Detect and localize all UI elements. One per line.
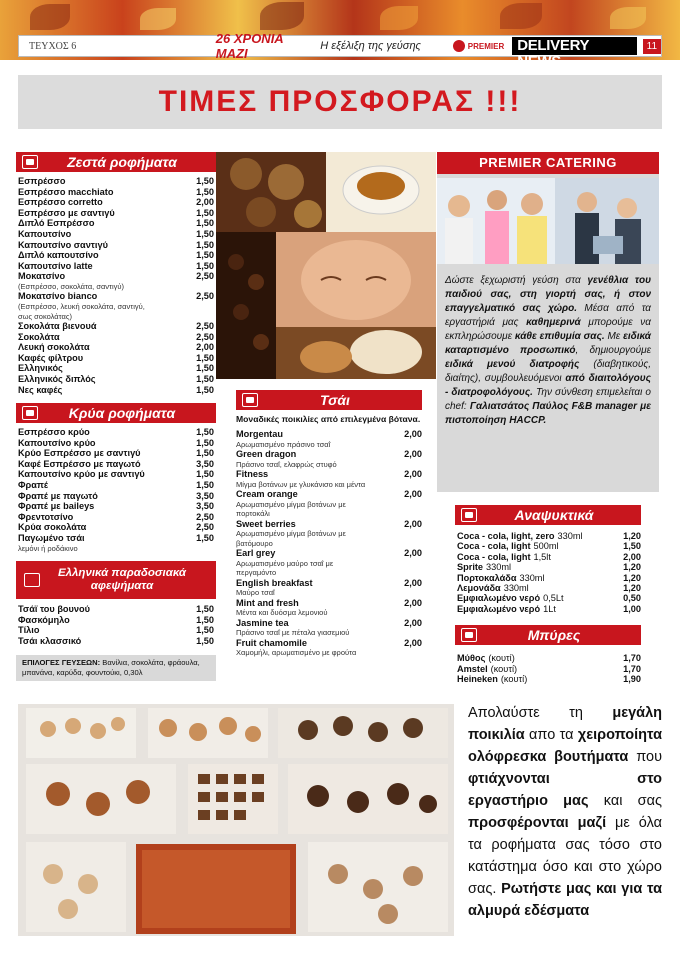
menu-item-price: 1,50 (196, 635, 214, 646)
tea-header: Τσάι (236, 390, 422, 410)
delivery-scooter-icon (461, 628, 477, 642)
menu-item-price: 1,50 (196, 218, 214, 229)
menu-item-name: Φρεντοτσίνο (18, 511, 74, 522)
menu-item-row (236, 598, 422, 609)
menu-item-name: Εσπρέσσο με σαντιγύ (18, 207, 115, 218)
menu-item-name: Φραπέ (18, 479, 49, 490)
menu-item-price: 2,00 (404, 489, 422, 499)
menu-item-price: 2,50 (196, 522, 214, 533)
text-fragment: Μέσα από τα εργαστήριά μας (445, 303, 651, 328)
menu-item-row (236, 449, 422, 460)
offer-prices-title-bar (18, 75, 662, 129)
menu-item-size: 330ml (503, 583, 529, 594)
menu-item-name: Καπουτσίνο (18, 228, 72, 239)
text-fragment: ειδικά μενού διατροφής (445, 359, 580, 370)
menu-item-row (18, 480, 214, 491)
text-fragment: καθημερινά (526, 317, 581, 328)
menu-item-name: Morgentau (236, 429, 283, 439)
menu-item-name: Παγωμένο τσάι (18, 532, 85, 543)
menu-item-description: Μίγμα βοτάνων με γλυκάνισο και μέντα (236, 479, 366, 489)
menu-item-price: 1,50 (196, 352, 214, 363)
text-fragment: με όλα τα ροφήματα σας τόσο στο κατάστημα όσο και στο χώρο σας. (468, 815, 663, 897)
beers-section (455, 625, 641, 685)
menu-item-description: Αρωματισμένο μίγμα βοτάνων με πορτοκάλι (236, 499, 346, 518)
menu-item-row (18, 363, 214, 374)
menu-item-row (18, 491, 214, 502)
delivery-scooter-icon (22, 406, 38, 420)
text-fragment: από διαιτολόγους - διατροφολόγους. (445, 373, 651, 398)
menu-item-description: Αρωματισμένο πράσινο τσαΐ (236, 439, 331, 449)
premier-catering-header: PREMIER CATERING (437, 152, 659, 174)
text-fragment: μπορούμε να εκπληρώσουμε (445, 317, 651, 342)
menu-item-size: 0,5Lt (543, 593, 564, 604)
menu-item-name: Καπουτσίνο σαντιγύ (18, 239, 108, 250)
menu-item-price: 1,50 (196, 427, 214, 437)
menu-item-description: Μέντα και δυόσμα λεμονιού (236, 608, 328, 617)
menu-item-description: λεμόνι ή ροδάκινο (18, 543, 78, 553)
menu-item-price: 2,50 (196, 291, 214, 302)
cold-drinks-list (16, 423, 216, 553)
menu-item-row (236, 618, 422, 629)
menu-item-price: 1,70 (623, 663, 641, 674)
menu-item-name: Φραπέ με παγωτό (18, 490, 98, 501)
menu-item-name: Ελληνικός (18, 363, 63, 374)
menu-item-price: 2,00 (623, 551, 641, 562)
text-fragment: ειδικά καταρτισμένο προσωπικό (445, 331, 651, 356)
menu-item-name: Jasmine tea (236, 617, 289, 628)
catering-description (437, 268, 659, 434)
delivery-scooter-icon (461, 508, 477, 522)
menu-item-name: Heineken (457, 674, 498, 685)
menu-item-row (18, 250, 214, 261)
menu-item-row (18, 385, 214, 396)
text-fragment: Με (604, 331, 624, 342)
text-fragment: (διαβητικούς, διαίτης), συμβουλευόμενοι (445, 359, 651, 384)
menu-item-price: 1,50 (196, 374, 214, 384)
menu-item-price: 2,00 (404, 577, 422, 588)
menu-item-size: (κουτί) (488, 653, 515, 663)
menu-item-price: 1,50 (196, 437, 214, 448)
menu-item-row (236, 469, 422, 480)
text-fragment: κάθε επιθυμία σας. (514, 331, 605, 342)
menu-item-name: Coca - cola, light (457, 551, 531, 562)
flavor-options: ΕΠΙΛΟΓΕΣ ΓΕΥΣΕΩΝ: Βανίλια, σοκολάτα, φράουλα, μπανάνα, καρύδα, φουντούκι, 0,30λ (16, 655, 216, 681)
menu-item-row (457, 653, 641, 664)
traditional-infusions-section (16, 604, 216, 646)
menu-item-row (18, 218, 214, 229)
menu-item-name: Κρύα σοκολάτα (18, 522, 87, 533)
delivery-news-logo: DELIVERY NEWS (512, 37, 636, 55)
menu-item-name: Τσάι κλασσικό (18, 635, 82, 646)
menu-item-name: Coca - cola, light, zero (457, 531, 555, 541)
cold-drinks-section (16, 403, 216, 553)
menu-item-name: Amstel (457, 663, 488, 674)
menu-item-name: Ελληνικός διπλός (18, 374, 96, 384)
menu-item-price: 2,00 (404, 548, 422, 558)
menu-item-row (457, 664, 641, 675)
menu-item-row (18, 321, 214, 332)
menu-item-price: 1,50 (196, 384, 214, 395)
beers-list (455, 645, 641, 685)
menu-item-name: Νες καφές (18, 384, 63, 395)
menu-item-row (18, 625, 214, 636)
text-fragment: , δημιουργούμε (575, 345, 651, 356)
tea-subtitle: Μοναδικές ποικιλίες από επιλεγμένα βότανα. (236, 414, 421, 424)
menu-item-price: 1,20 (623, 562, 641, 573)
menu-item-row (18, 187, 214, 198)
menu-item-price: 1,50 (196, 614, 214, 625)
menu-item-name: Φραπέ με baileys (18, 501, 95, 512)
menu-item-row (18, 240, 214, 251)
menu-item-name: Καπουτσίνο κρύο (18, 437, 96, 448)
menu-item-row (18, 636, 214, 647)
menu-item-price: 1,50 (196, 176, 214, 186)
soft-drinks-header: Αναψυκτικά (455, 505, 641, 525)
text-fragment: που (628, 749, 662, 765)
text-fragment: απο τα (524, 727, 578, 743)
text-fragment: Απολαύστε τη (468, 705, 613, 721)
menu-item-name: Εσπρέσσο (18, 176, 66, 186)
menu-item-row (457, 541, 641, 551)
menu-item-price: 1,50 (196, 363, 214, 374)
menu-item-description: Χαμομήλι, αρωματισμένο με φρούτα (236, 648, 357, 657)
menu-item-name: Εσπρέσσο κρύο (18, 427, 90, 437)
menu-item-price: 0,50 (623, 593, 641, 604)
tagline: Η εξέλιξη της γεύσης (320, 40, 421, 52)
traditional-list (16, 604, 216, 646)
tea-list (236, 429, 422, 658)
coffee-collage-image (216, 152, 436, 379)
menu-item-description: (Εσπρέσσο, σοκολάτα, σαντιγύ) (18, 281, 125, 291)
menu-item-price: 2,00 (404, 449, 422, 459)
menu-item-row (18, 374, 214, 385)
menu-item-price: 2,00 (196, 197, 214, 208)
menu-item-name: Εσπρέσσο macchiato (18, 186, 114, 197)
menu-item-row (18, 291, 214, 302)
menu-item-size: (κουτί) (490, 663, 518, 674)
menu-item-price: 1,50 (196, 604, 214, 614)
text-fragment: χειροποίητα ολόφρεσκα βουτήματα (468, 727, 662, 765)
menu-item-price: 1,50 (196, 228, 214, 239)
menu-item-price: 2,50 (196, 511, 214, 522)
menu-item-name: Green dragon (236, 449, 297, 459)
delivery-scooter-icon (242, 393, 258, 407)
menu-item-row (18, 197, 214, 208)
menu-item-name: Μοκατσίνο bianco (18, 291, 98, 302)
menu-item-row (18, 271, 214, 282)
menu-item-name: Σοκολάτα (18, 331, 60, 342)
catering-people-image (437, 178, 659, 264)
menu-item-price: 2,00 (404, 617, 422, 628)
menu-item-row (18, 427, 214, 438)
menu-item-row (457, 593, 641, 603)
menu-item-price: 1,50 (196, 250, 214, 261)
menu-item-price: 3,50 (196, 458, 214, 469)
menu-item-row (18, 448, 214, 459)
page-number: 11 (643, 39, 661, 54)
menu-item-price: 1,50 (196, 469, 214, 480)
menu-item-row (236, 578, 422, 589)
menu-item-price: 2,00 (404, 518, 422, 529)
menu-item-name: Mint and fresh (236, 597, 299, 608)
menu-item-price: 1,70 (623, 653, 641, 663)
menu-item-row (457, 562, 641, 572)
premier-logo-icon (453, 40, 465, 52)
text-fragment: Δώστε ξεχωριστή γεύση στα (445, 275, 588, 286)
menu-item-row (236, 519, 422, 530)
menu-item-price: 2,50 (196, 331, 214, 342)
traditional-infusions-header: Ελληνικά παραδοσιακά αφεψήματα (16, 561, 216, 599)
menu-item-row (18, 522, 214, 533)
menu-item-description: Μαύρο τσαΐ (236, 588, 275, 597)
menu-item-price: 3,50 (196, 490, 214, 501)
menu-item-name: Σοκολάτα βιενουά (18, 321, 97, 332)
menu-item-description: Αρωματισμένο μαύρο τσαΐ με περγαμόντο (236, 558, 334, 577)
menu-item-name: Earl grey (236, 548, 276, 558)
text-fragment: Γαλιατσάτος Παύλος F&B manager με πιστοποίηση HACCP. (445, 401, 651, 426)
menu-item-size: 500ml (533, 541, 559, 552)
menu-item-row (18, 261, 214, 272)
menu-item-name: Μύθος (457, 653, 486, 663)
anniversary-label: 26 ΧΡΟΝΙΑ ΜΑΖΙ (215, 31, 284, 61)
cookies-platter-image (18, 704, 454, 936)
menu-item-name: Εσπρέσσο corretto (18, 197, 103, 208)
menu-item-row (18, 615, 214, 626)
menu-item-size: 1,5lt (533, 551, 551, 562)
menu-item-price: 1,50 (196, 532, 214, 543)
menu-item-name: Τίλιο (18, 625, 40, 636)
menu-item-price: 2,50 (196, 271, 214, 282)
menu-item-row (18, 438, 214, 449)
cold-drinks-header: Κρύα ροφήματα (16, 403, 216, 423)
text-fragment: και σας (588, 793, 662, 809)
menu-item-price: 2,00 (196, 342, 214, 353)
menu-item-row (18, 512, 214, 523)
hot-drinks-header: Ζεστά ροφήματα (16, 152, 216, 172)
menu-item-price: 1,50 (196, 260, 214, 271)
menu-item-row (18, 501, 214, 512)
menu-item-price: 1,50 (623, 541, 641, 552)
soft-drinks-list (455, 525, 641, 614)
menu-item-name: Λευκή σοκολάτα (18, 342, 90, 353)
menu-item-size: 330ml (486, 562, 512, 573)
menu-item-name: Coca - cola, light (457, 541, 531, 552)
menu-item-row (236, 548, 422, 559)
menu-item-price: 2,00 (404, 637, 422, 648)
menu-item-name: Διπλό Εσπρέσσο (18, 218, 95, 229)
menu-item-price: 1,50 (196, 239, 214, 250)
menu-item-price: 3,50 (196, 501, 214, 512)
menu-item-name: English breakfast (236, 577, 313, 588)
menu-item-name: Fitness (236, 469, 269, 479)
menu-item-price: 1,20 (623, 572, 641, 583)
menu-item-row (457, 583, 641, 593)
menu-item-name: Καφές φίλτρου (18, 352, 84, 363)
menu-item-name: Διπλό καπουτσίνο (18, 250, 99, 261)
menu-item-row (18, 342, 214, 353)
menu-item-name: Πορτοκαλάδα (457, 572, 517, 583)
menu-item-row (18, 353, 214, 364)
menu-item-row (18, 533, 214, 544)
menu-item-row (457, 674, 641, 685)
menu-item-row (18, 459, 214, 470)
menu-item-size: 330ml (557, 531, 583, 541)
issue-number: ΤΕΥΧΟΣ 6 (29, 40, 77, 52)
menu-item-row (236, 429, 422, 440)
menu-item-description: Αρωματισμένο μίγμα βοτάνων με βατόμουρο (236, 529, 346, 548)
menu-item-name: Εμφιαλωμένο νερό (457, 603, 541, 614)
menu-item-row (18, 176, 214, 187)
menu-item-name: Καπουτσίνο κρύο με σαντιγύ (18, 469, 145, 480)
menu-item-row (18, 469, 214, 480)
menu-item-price: 2,50 (196, 321, 214, 332)
menu-item-price: 1,00 (623, 603, 641, 614)
tea-section (236, 390, 422, 658)
menu-item-price: 1,50 (196, 186, 214, 197)
menu-item-description: (Εσπρέσσο, λευκή σοκολάτα, σαντιγύ, σως σοκολάτας) (18, 302, 145, 321)
menu-item-name: Καπουτσίνο latte (18, 260, 93, 271)
menu-item-name: Καφέ Εσπρέσσο με παγωτό (18, 458, 141, 469)
text-fragment: προσφέρονται μαζί (468, 815, 607, 831)
menu-item-row (457, 573, 641, 583)
menu-item-name: Εμφιαλωμένο νερό (457, 593, 541, 604)
premier-logo: PREMIER (453, 40, 512, 52)
text-fragment: φτιάχνονται στο εργαστήριο μας (468, 771, 662, 809)
menu-item-row (18, 208, 214, 219)
menu-item-name: Τσάϊ του βουνού (18, 604, 90, 614)
menu-item-price: 2,00 (404, 597, 422, 608)
menu-item-name: Cream orange (236, 489, 298, 499)
menu-item-price: 2,00 (404, 469, 422, 479)
menu-item-size: 330ml (519, 572, 545, 583)
menu-item-price: 1,50 (196, 448, 214, 459)
menu-item-name: Φασκόμηλο (18, 614, 70, 625)
menu-item-price: 1,20 (623, 531, 641, 541)
menu-item-size: 1Lt (543, 603, 556, 614)
menu-item-name: Μοκατσίνο (18, 271, 66, 282)
text-fragment: Την σύνθεση επιμελείται ο chef: (445, 387, 651, 412)
premier-catering-panel (437, 152, 659, 492)
menu-item-row (457, 531, 641, 541)
delivery-scooter-icon (24, 573, 40, 587)
page-title: ΤΙΜΕΣ ΠΡΟΣΦΟΡΑΣ !!! (158, 85, 522, 118)
menu-item-row (18, 332, 214, 343)
menu-item-row (457, 604, 641, 614)
text-fragment: μεγάλη ποικιλία (468, 705, 662, 743)
menu-item-row (18, 229, 214, 240)
menu-item-name: Κρύο Εσπρέσσο με σαντιγύ (18, 448, 141, 459)
hot-drinks-section (16, 152, 216, 395)
menu-item-size: (κουτί) (500, 674, 528, 685)
menu-item-price: 1,50 (196, 207, 214, 218)
hot-drinks-list (16, 172, 216, 395)
menu-item-price: 1,50 (196, 479, 214, 490)
soft-drinks-section (455, 505, 641, 614)
menu-item-price: 1,90 (623, 674, 641, 685)
text-fragment: γενέθλια του παιδιού σας, στη γιορτή σας, ή στον επαγγελματικό σας χώρο. (445, 275, 652, 314)
header-strip (18, 31, 662, 70)
beers-header: Μπύρες (455, 625, 641, 645)
menu-item-name: Sweet berries (236, 518, 296, 529)
menu-item-row (457, 552, 641, 562)
menu-item-description: Πράσινο τσαΐ με πέταλα γιασεμιού (236, 628, 350, 637)
delivery-scooter-icon (22, 155, 38, 169)
menu-item-row (236, 638, 422, 649)
text-fragment: Ρωτήστε μας και για τα αλμυρά εδέσματα (468, 881, 662, 919)
promo-text (468, 702, 662, 922)
menu-item-row (18, 604, 214, 615)
menu-item-price: 1,20 (623, 583, 641, 594)
menu-item-name: Λεμονάδα (457, 583, 501, 594)
menu-item-price: 1,50 (196, 625, 214, 636)
menu-item-row (236, 489, 422, 500)
menu-item-description: Πράσινο τσαΐ, ελαφρώς στυφό (236, 459, 337, 469)
menu-item-price: 2,00 (404, 429, 422, 439)
menu-item-name: Fruit chamomile (236, 637, 307, 648)
menu-item-name: Sprite (457, 562, 484, 573)
